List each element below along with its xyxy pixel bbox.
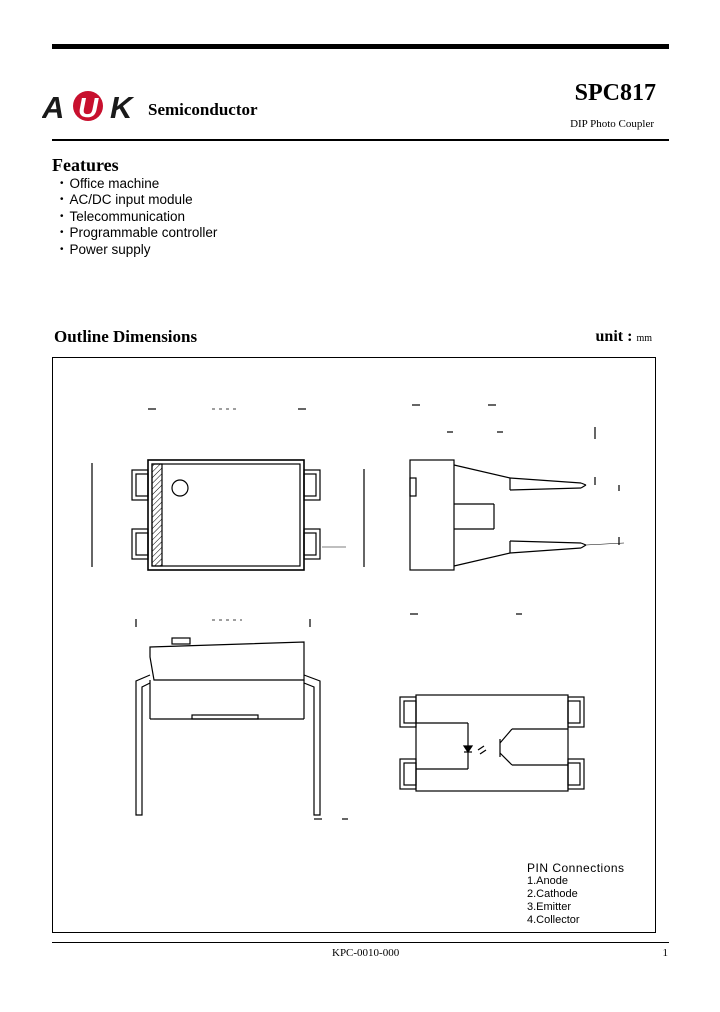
unit-label-text: unit : (595, 328, 633, 345)
svg-text:A: A (42, 90, 65, 124)
product-subtitle: DIP Photo Coupler (570, 118, 654, 130)
pin-item: 3.Emitter (527, 901, 572, 913)
page-number: 1 (662, 947, 668, 959)
front-view-drawing (136, 619, 348, 819)
unit-value: mm (636, 333, 652, 344)
company-name: Semiconductor (148, 100, 258, 119)
svg-text:U: U (78, 92, 99, 123)
document-code: KPC-0010-000 (332, 947, 400, 959)
feature-item: • Programmable controller (60, 225, 217, 241)
pin-connections-title: PIN Connections (527, 861, 625, 875)
feature-item: • Telecommunication (60, 209, 217, 225)
top-view-drawing (92, 409, 364, 570)
svg-text:K: K (110, 90, 133, 124)
features-title: Features (52, 155, 119, 175)
outline-title: Outline Dimensions (54, 327, 198, 346)
footer-rule (52, 942, 669, 943)
unit-label (596, 328, 652, 346)
pin-item: 2.Cathode (527, 888, 578, 900)
top-rule (52, 44, 669, 49)
header-rule (52, 139, 669, 141)
outline-drawings (52, 357, 656, 933)
feature-item: • AC/DC input module (60, 192, 217, 208)
auk-logo (42, 88, 138, 124)
features-list (60, 176, 217, 258)
pin-item: 1.Anode (527, 875, 568, 887)
part-number: SPC817 (574, 80, 656, 106)
pin-connections (527, 862, 625, 927)
feature-item: • Power supply (60, 242, 217, 258)
schematic-drawing (400, 614, 584, 791)
pin-item: 4.Collector (527, 914, 580, 926)
side-view-drawing (410, 405, 624, 570)
feature-item: • Office machine (60, 176, 217, 192)
